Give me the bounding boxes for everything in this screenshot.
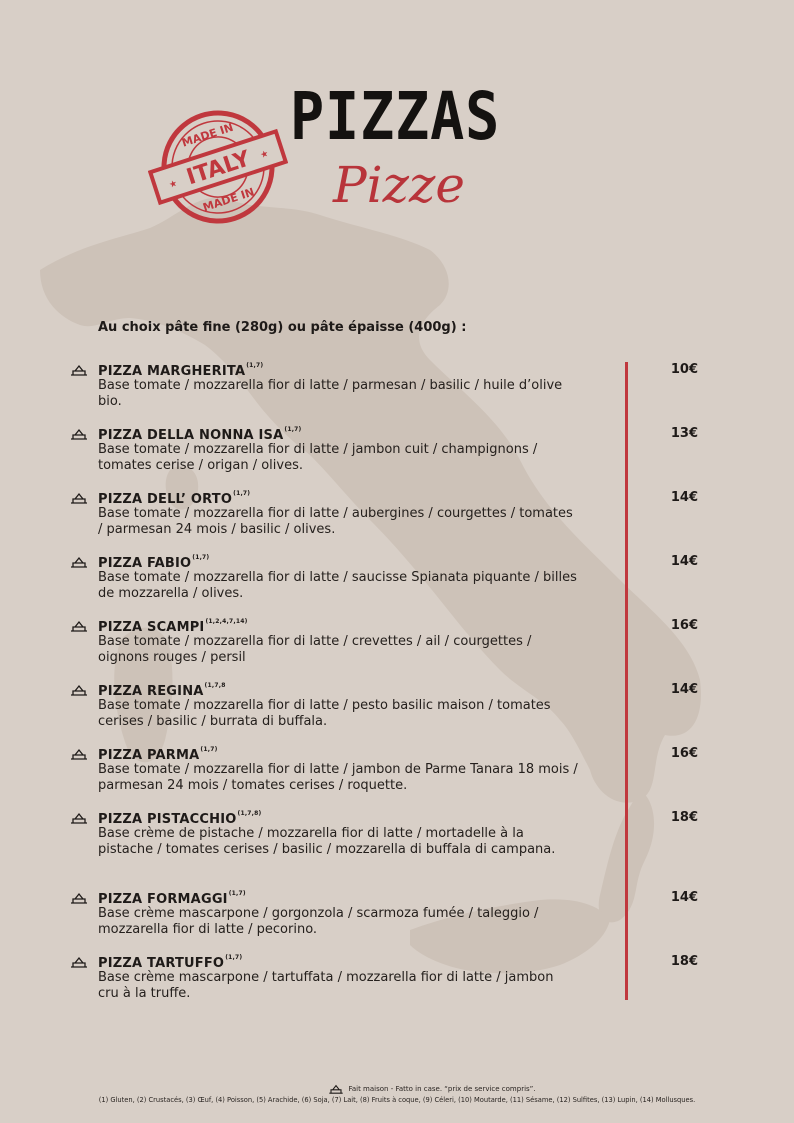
item-name: PIZZA SCAMPI$^{(1,2,4,7,14)}$: [98, 618, 248, 635]
item-description: Base tomate / mozzarella fior di latte / jambon de Parme Tanara 18 mois / parmesan 24 mois / tomates cerises / roquette.: [98, 762, 578, 793]
item-name: PIZZA PISTACCHIO$^{(1,7,8)}$: [98, 810, 262, 827]
item-price: 18€: [670, 810, 698, 825]
homemade-icon: [70, 620, 88, 632]
svg-text:★: ★: [259, 149, 271, 162]
item-allergens: (1,7): [233, 490, 251, 497]
item-allergens: (1,7): [200, 746, 218, 753]
dough-choice-note: Au choix pâte fine (280g) ou pâte épaisse (400g) :: [98, 320, 467, 335]
item-name: PIZZA MARGHERITA$^{(1,7)}$: [98, 362, 264, 379]
footer: [0, 1084, 794, 1104]
page-subtitle: Pizze: [333, 156, 465, 214]
homemade-icon: [70, 556, 88, 568]
item-price: 14€: [670, 682, 698, 697]
homemade-icon: [70, 364, 88, 376]
price-divider: [625, 362, 628, 1000]
homemade-icon: [70, 956, 88, 968]
item-description: Base crème mascarpone / gorgonzola / scarmoza fumée / taleggio / mozzarella fior di latte / pecorino.: [98, 906, 539, 937]
item-name: PIZZA FORMAGGI$^{(1,7)}$: [98, 890, 246, 907]
homemade-icon: [70, 428, 88, 440]
item-description: Base crème mascarpone / tartuffata / mozzarella fior di latte / jambon cru à la truffe.: [98, 970, 554, 1001]
item-allergens: (1,7): [284, 426, 302, 433]
homemade-icon: [70, 892, 88, 904]
item-allergens: (1,7): [228, 890, 246, 897]
item-price: 16€: [670, 746, 698, 761]
item-allergens: (1,7,8): [237, 810, 262, 817]
item-description: Base tomate / mozzarella fior di latte / pesto basilic maison / tomates cerises / basilic / burrata di buffala.: [98, 698, 551, 729]
item-name: PIZZA TARTUFFO$^{(1,7)}$: [98, 954, 243, 971]
stamp-middle-text: ITALY: [183, 146, 254, 191]
made-in-italy-stamp: [148, 105, 288, 230]
item-description: Base tomate / mozzarella fior di latte / saucisse Spianata piquante / billes de mozzarella / olives.: [98, 570, 577, 601]
item-allergens: (1,7): [192, 554, 210, 561]
item-allergens: (1,7,8: [204, 682, 226, 689]
page-title: PIZZAS: [290, 78, 501, 155]
homemade-icon: [70, 812, 88, 824]
svg-text:★: ★: [167, 178, 179, 191]
homemade-note: Fait maison - Fatto in case. “prix de service compris”.: [348, 1085, 536, 1093]
item-allergens: (1,7): [225, 954, 243, 961]
item-description: Base tomate / mozzarella fior di latte / crevettes / ail / courgettes / oignons rouges / persil: [98, 634, 532, 665]
item-description: Base tomate / mozzarella fior di latte / aubergines / courgettes / tomates / parmesan 24 mois / basilic / olives.: [98, 506, 573, 537]
allergen-legend: (1) Gluten, (2) Crustacés, (3) Œuf, (4) Poisson, (5) Arachide, (6) Soja, (7) Lait, (8) Fruits à coque, (9) Céleri, (10) Moutarde, (11) Sésame, (12) Sulfites, (13) Lupin, (14) Mollusques.: [98, 1096, 696, 1104]
item-name: PIZZA FABIO$^{(1,7)}$: [98, 554, 210, 571]
item-price: 16€: [670, 618, 698, 633]
item-price: 14€: [670, 554, 698, 569]
item-allergens: (1,7): [246, 362, 264, 369]
homemade-icon: [70, 684, 88, 696]
item-name: PIZZA PARMA$^{(1,7)}$: [98, 746, 218, 763]
item-price: 10€: [670, 362, 698, 377]
item-price: 14€: [670, 890, 698, 905]
item-name: PIZZA DELL’ ORTO$^{(1,7)}$: [98, 490, 251, 507]
item-description: Base crème de pistache / mozzarella fior di latte / mortadelle à la pistache / tomates cerises / basilic / mozzarella di buffala di campana.: [98, 826, 556, 857]
stamp-bottom-text: MADE IN: [201, 185, 256, 215]
homemade-icon: [70, 492, 88, 504]
item-description: Base tomate / mozzarella fior di latte / jambon cuit / champignons / tomates cerise / origan / olives.: [98, 442, 538, 473]
item-description: Base tomate / mozzarella fior di latte / parmesan / basilic / huile d’olive bio.: [98, 378, 563, 409]
item-name: PIZZA DELLA NONNA ISA$^{(1,7)}$: [98, 426, 302, 443]
item-name: PIZZA REGINA$^{(1,7,8}$: [98, 682, 226, 699]
stamp-top-text: MADE IN: [180, 120, 235, 150]
item-price: 14€: [670, 490, 698, 505]
item-price: 18€: [670, 954, 698, 969]
homemade-icon: [328, 1084, 344, 1094]
item-allergens: (1,2,4,7,14): [205, 618, 248, 625]
item-price: 13€: [670, 426, 698, 441]
homemade-icon: [70, 748, 88, 760]
